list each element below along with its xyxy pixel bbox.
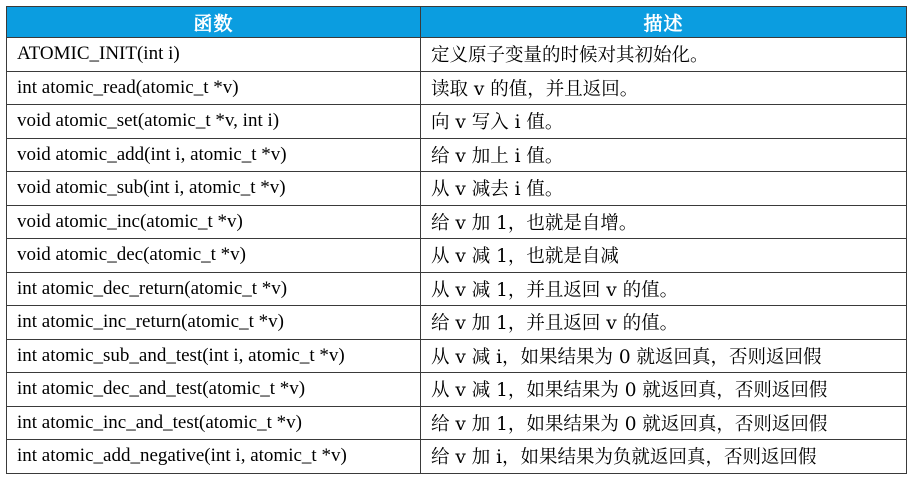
table-header-row [7,7,907,38]
function-cell: int atomic_inc_and_test(atomic_t *v) [7,406,421,440]
function-cell: int atomic_inc_return(atomic_t *v) [7,306,421,340]
description-cell: 读取 v 的值，并且返回。 [421,71,907,105]
function-cell: int atomic_dec_and_test(atomic_t *v) [7,373,421,407]
atomic-api-table [6,6,907,474]
table-row [7,373,907,407]
function-cell: void atomic_set(atomic_t *v, int i) [7,105,421,139]
description-cell: 给 v 加 i，如果结果为负就返回真，否则返回假 [421,440,907,474]
table-row [7,406,907,440]
description-cell: 给 v 加 1，如果结果为 0 就返回真，否则返回假 [421,406,907,440]
function-cell: void atomic_sub(int i, atomic_t *v) [7,172,421,206]
function-cell: ATOMIC_INIT(int i) [7,38,421,72]
description-cell: 从 v 减 1，并且返回 v 的值。 [421,272,907,306]
table-row [7,239,907,273]
description-cell: 从 v 减 i，如果结果为 0 就返回真，否则返回假 [421,339,907,373]
atomic-api-table-container [6,6,906,474]
function-cell: int atomic_add_negative(int i, atomic_t *v) [7,440,421,474]
table-row [7,38,907,72]
description-cell: 给 v 加上 i 值。 [421,138,907,172]
description-cell: 给 v 加 1，并且返回 v 的值。 [421,306,907,340]
table-row [7,138,907,172]
function-cell: int atomic_sub_and_test(int i, atomic_t *v) [7,339,421,373]
description-cell: 向 v 写入 i 值。 [421,105,907,139]
description-cell: 定义原子变量的时候对其初始化。 [421,38,907,72]
table-row [7,105,907,139]
table-row [7,71,907,105]
description-cell: 给 v 加 1，也就是自增。 [421,205,907,239]
table-row [7,172,907,206]
function-cell: int atomic_dec_return(atomic_t *v) [7,272,421,306]
description-cell: 从 v 减 1，也就是自减 [421,239,907,273]
table-row [7,205,907,239]
function-cell: void atomic_dec(atomic_t *v) [7,239,421,273]
function-cell: int atomic_read(atomic_t *v) [7,71,421,105]
header-function: 函数 [7,7,421,38]
table-row [7,339,907,373]
table-row [7,306,907,340]
header-description: 描述 [421,7,907,38]
description-cell: 从 v 减去 i 值。 [421,172,907,206]
function-cell: void atomic_add(int i, atomic_t *v) [7,138,421,172]
description-cell: 从 v 减 1，如果结果为 0 就返回真，否则返回假 [421,373,907,407]
function-cell: void atomic_inc(atomic_t *v) [7,205,421,239]
table-row [7,440,907,474]
table-row [7,272,907,306]
